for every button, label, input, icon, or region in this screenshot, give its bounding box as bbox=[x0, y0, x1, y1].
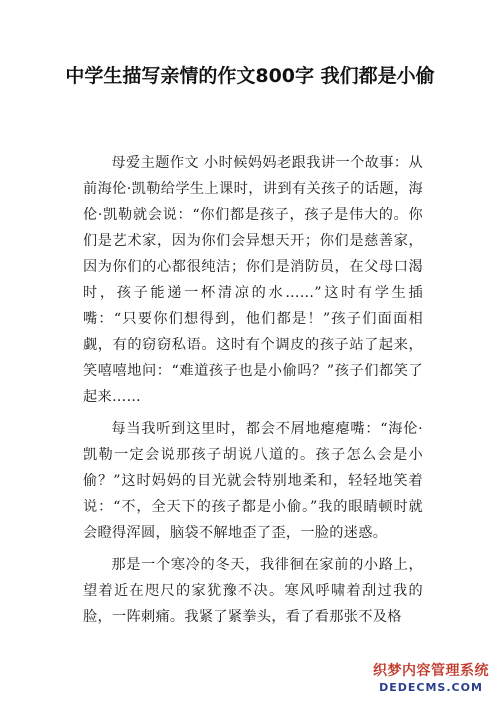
watermark-logo bbox=[368, 662, 494, 702]
paragraph-2: 每当我听到这里时，都会不屑地瘪瘪嘴：“海伦·凯勒一定会说那孩子胡说八道的。孩子怎么会是小偷？”这时妈妈的目光就会特别地柔和，轻轻地笑着说：“不，全天下的孩子都是小偷。”我的眼睛顿时就会瞪得浑圆，脑袋不解地歪了歪，一脸的迷惑。 bbox=[83, 421, 423, 541]
page-title: 中学生描写亲情的作文800字 我们都是小偷 bbox=[65, 65, 435, 87]
watermark-text-cn: 织梦内容管理系统 bbox=[373, 663, 489, 679]
watermark-text-en: DEDECMS.COM bbox=[379, 681, 483, 694]
paragraph-1: 母爱主题作文 小时候妈妈老跟我讲一个故事：从前海伦·凯勒给学生上课时，讲到有关孩子的话题，海伦·凯勒就会说：“你们都是孩子，孩子是伟大的。你们是艺术家，因为你们会异想天开；你们是慈善家，因为你们的心都很纯洁；你们是消防员，在父母口渴时，孩子能递一杯清凉的水……”这时有学生插嘴：“只要你们想得到，他们都是！”孩子们面面相觑，有的窃窃私语。这时有个调皮的孩子站了起来，笑嘻嘻地问：“难道孩子也是小偷吗？”孩子们都笑了起来…… bbox=[83, 155, 423, 405]
paragraph-3: 那是一个寒冷的冬天，我徘徊在家前的小路上，望着近在咫尺的家犹豫不决。寒风呼啸着刮过我的脸，一阵刺痛。我紧了紧拳头，看了看那张不及格 bbox=[83, 557, 423, 625]
article-body bbox=[83, 150, 423, 636]
